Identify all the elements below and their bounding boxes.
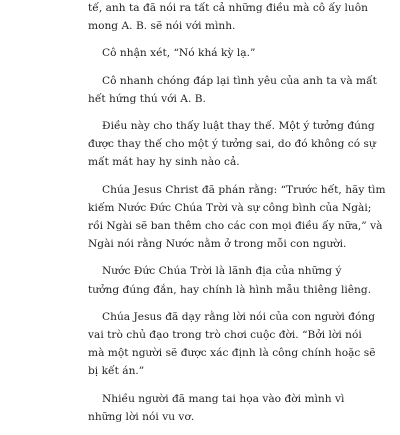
text-line: Chúa Jesus Christ đã phán rằng: “Trước hết, hãy tìm <box>102 183 386 196</box>
text-line: được thay thế cho một ý tưởng sai, do đó không có sự <box>88 138 376 151</box>
paragraph <box>88 390 345 426</box>
text-line: Cô nhận xét, “Nó khá kỳ lạ.” <box>102 47 256 60</box>
body-text <box>88 0 386 435</box>
text-line: kiếm Nước Đức Chúa Trời và sự công bình của Ngài; <box>88 201 372 214</box>
paragraph <box>88 262 372 298</box>
text-line: mất mát hay hy sinh nào cả. <box>88 156 240 169</box>
text-line: Ngài nói rằng Nước nằm ở trong mỗi con người. <box>88 238 347 251</box>
paragraph <box>88 308 376 381</box>
text-line: những lời nói vu vơ. <box>88 410 195 423</box>
text-line: mà một người sẽ được xác định là công chính hoặc sẽ <box>88 347 376 360</box>
text-line: Nước Đức Chúa Trời là lãnh địa của những ý <box>102 265 342 278</box>
text-line: bị kết án.” <box>88 365 145 378</box>
text-line: Cô nhanh chóng đáp lại tình yêu của anh ta và mất <box>102 74 377 87</box>
paragraph <box>88 117 376 172</box>
text-line: Điều này cho thấy luật thay thế. Một ý tưởng đúng <box>102 120 375 133</box>
text-line: Chúa Jesus đã dạy rằng lời nói của con người đóng <box>102 310 376 323</box>
text-line: tưởng đúng đắn, hay chính là hình mẫu thiêng liêng. <box>88 283 372 296</box>
text-line: hết hứng thú với A. B. <box>88 92 206 105</box>
paragraph <box>88 0 368 35</box>
paragraph <box>88 72 377 108</box>
paragraph <box>88 181 386 254</box>
text-line: mong A. B. sẽ nói với mình. <box>88 20 236 33</box>
paragraph <box>88 44 318 62</box>
text-line: vai trò chủ đạo trong trò chơi cuộc đời. “Bởi lời nói <box>88 329 362 342</box>
text-line: Nhiều người đã mang tai họa vào đời mình vì <box>102 392 345 405</box>
text-line: rồi Ngài sẽ ban thêm cho các con mọi điều ấy nữa,” và <box>88 220 383 233</box>
text-line: tế, anh ta đã nói ra tất cả những điều mà cô ấy luôn <box>88 2 368 14</box>
